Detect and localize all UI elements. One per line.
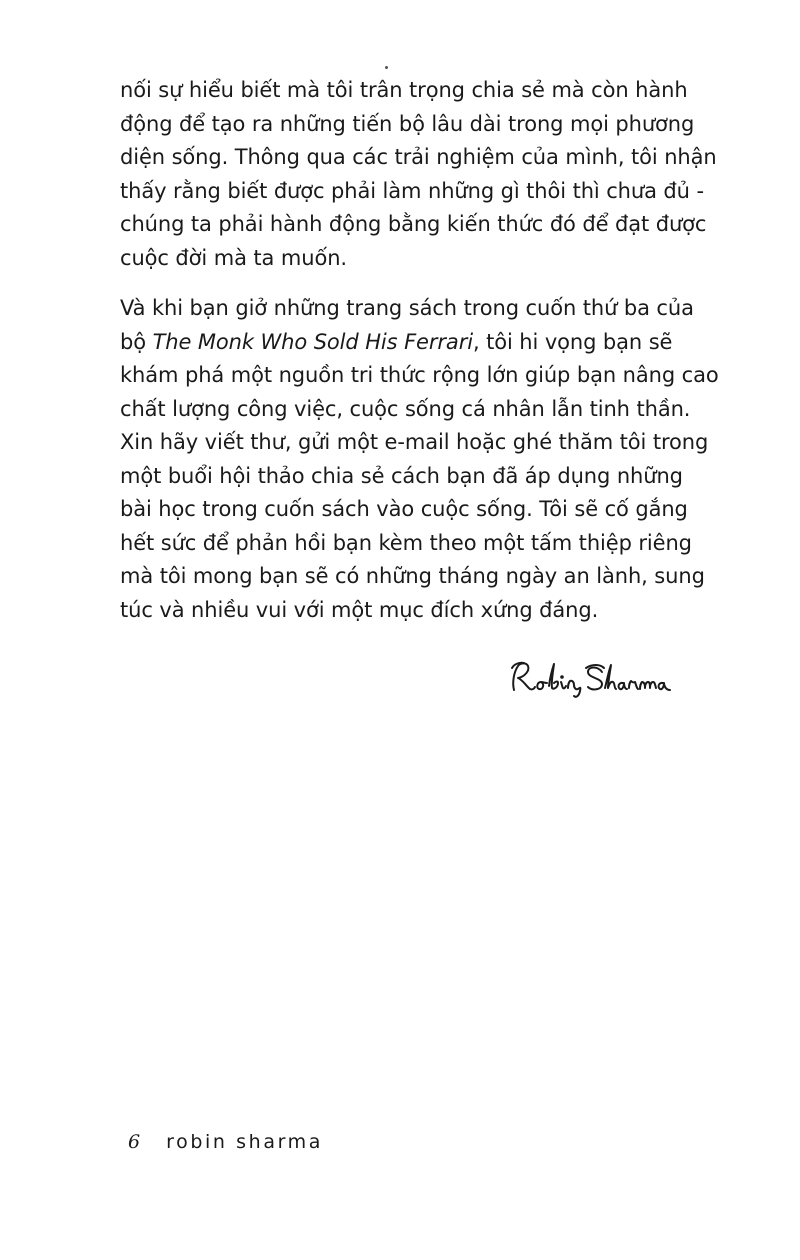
text-line: chúng ta phải hành động bằng kiến thức đó để đạt được (120, 212, 707, 236)
text-line: hết sức để phản hồi bạn kèm theo một tấm thiệp riêng (120, 530, 692, 555)
page-number: 6 (128, 1131, 141, 1153)
running-head: robin sharma (166, 1131, 323, 1153)
text-line: mà tôi mong bạn sẽ có những tháng ngày an lành, sung (120, 564, 705, 588)
text-line: diện sống. Thông qua các trải nghiệm của mình, tôi nhận (120, 145, 717, 169)
text-line: chất lượng công việc, cuộc sống cá nhân lẫn tinh thần. (120, 396, 691, 421)
text-line: khám phá một nguồn tri thức rộng lớn giúp bạn nâng cao (120, 363, 719, 387)
text-line: động để tạo ra những tiến bộ lâu dài trong mọi phương (120, 111, 695, 136)
signature-robin-sharma (490, 650, 700, 710)
text-line-with-title (120, 326, 698, 360)
paragraph-2 (120, 292, 719, 627)
text-line: Xin hãy viết thư, gửi một e-mail hoặc ghé thăm tôi trong (120, 430, 709, 454)
text-line: nối sự hiểu biết mà tôi trân trọng chia sẻ mà còn hành (120, 78, 688, 102)
text-fragment: , tôi hi vọng bạn sẽ (472, 329, 673, 354)
text-line: túc và nhiều vui với một mục đích xứng đáng. (120, 597, 599, 622)
body-text (120, 74, 719, 627)
text-line: cuộc đời mà ta muốn. (120, 245, 347, 270)
paragraph-1 (120, 74, 717, 275)
page-footer (128, 1131, 323, 1153)
text-fragment: bộ (120, 329, 153, 354)
text-line: Và khi bạn giở những trang sách trong cuốn thứ ba của (120, 296, 694, 320)
text-line: bài học trong cuốn sách vào cuộc sống. Tôi sẽ cố gắng (120, 497, 688, 521)
text-line: một buổi hội thảo chia sẻ cách bạn đã áp dụng những (120, 463, 683, 488)
print-speck (385, 66, 388, 69)
book-title: The Monk Who Sold His Ferrari (152, 329, 473, 354)
text-line: thấy rằng biết được phải làm những gì thôi thì chưa đủ - (120, 178, 704, 203)
